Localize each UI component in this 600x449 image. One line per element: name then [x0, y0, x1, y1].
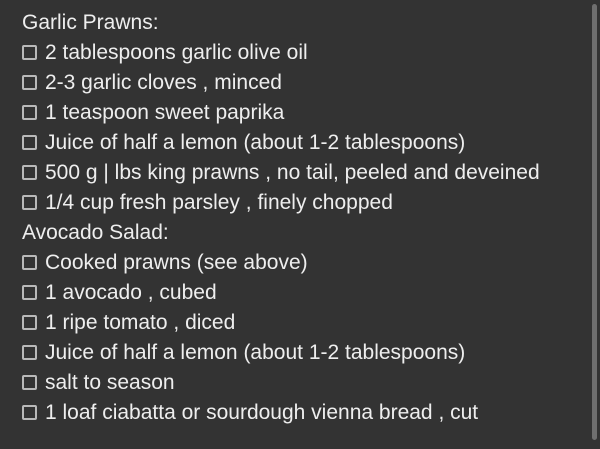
list-item[interactable] [0, 128, 600, 158]
list-item-label: 2 tablespoons garlic olive oil [45, 41, 308, 64]
scrollbar[interactable] [592, 4, 597, 445]
list-item-label: 1 avocado , cubed [45, 281, 217, 304]
checkbox[interactable] [22, 315, 37, 330]
section-heading-garlic-prawns: Garlic Prawns: [22, 11, 159, 34]
scrollbar-thumb[interactable] [592, 4, 597, 440]
checkbox[interactable] [22, 105, 37, 120]
checkbox[interactable] [22, 195, 37, 210]
list-item-label: 500 g | lbs king prawns , no tail, peeled and deveined [45, 161, 540, 184]
list-item-label: 2-3 garlic cloves , minced [45, 71, 282, 94]
checkbox[interactable] [22, 405, 37, 420]
list-item-label: 1 ripe tomato , diced [45, 311, 236, 334]
list-item[interactable] [0, 68, 600, 98]
checkbox[interactable] [22, 285, 37, 300]
list-item-label: Cooked prawns (see above) [45, 251, 308, 274]
list-item[interactable] [0, 38, 600, 68]
list-item[interactable] [0, 338, 600, 368]
list-item-label: Juice of half a lemon (about 1-2 tablespoons) [45, 341, 466, 364]
section-heading-avocado-salad: Avocado Salad: [22, 221, 169, 244]
checkbox[interactable] [22, 135, 37, 150]
list-item[interactable] [0, 98, 600, 128]
list-item[interactable] [0, 188, 600, 218]
list-item-label: Juice of half a lemon (about 1-2 tablespoons) [45, 131, 466, 154]
checkbox[interactable] [22, 255, 37, 270]
checkbox[interactable] [22, 45, 37, 60]
list-item-label: 1 teaspoon sweet paprika [45, 101, 285, 124]
list-item[interactable] [0, 248, 600, 278]
list-item[interactable] [0, 398, 600, 428]
list-item-label: 1/4 cup fresh parsley , finely chopped [45, 191, 393, 214]
list-item[interactable] [0, 278, 600, 308]
checkbox[interactable] [22, 345, 37, 360]
checkbox[interactable] [22, 165, 37, 180]
list-item[interactable] [0, 368, 600, 398]
checkbox[interactable] [22, 375, 37, 390]
list-item[interactable] [0, 158, 600, 188]
list-item[interactable] [0, 308, 600, 338]
checkbox[interactable] [22, 75, 37, 90]
list-item-label: salt to season [45, 371, 175, 394]
list-item-label: 1 loaf ciabatta or sourdough vienna bread , cut [45, 401, 479, 424]
